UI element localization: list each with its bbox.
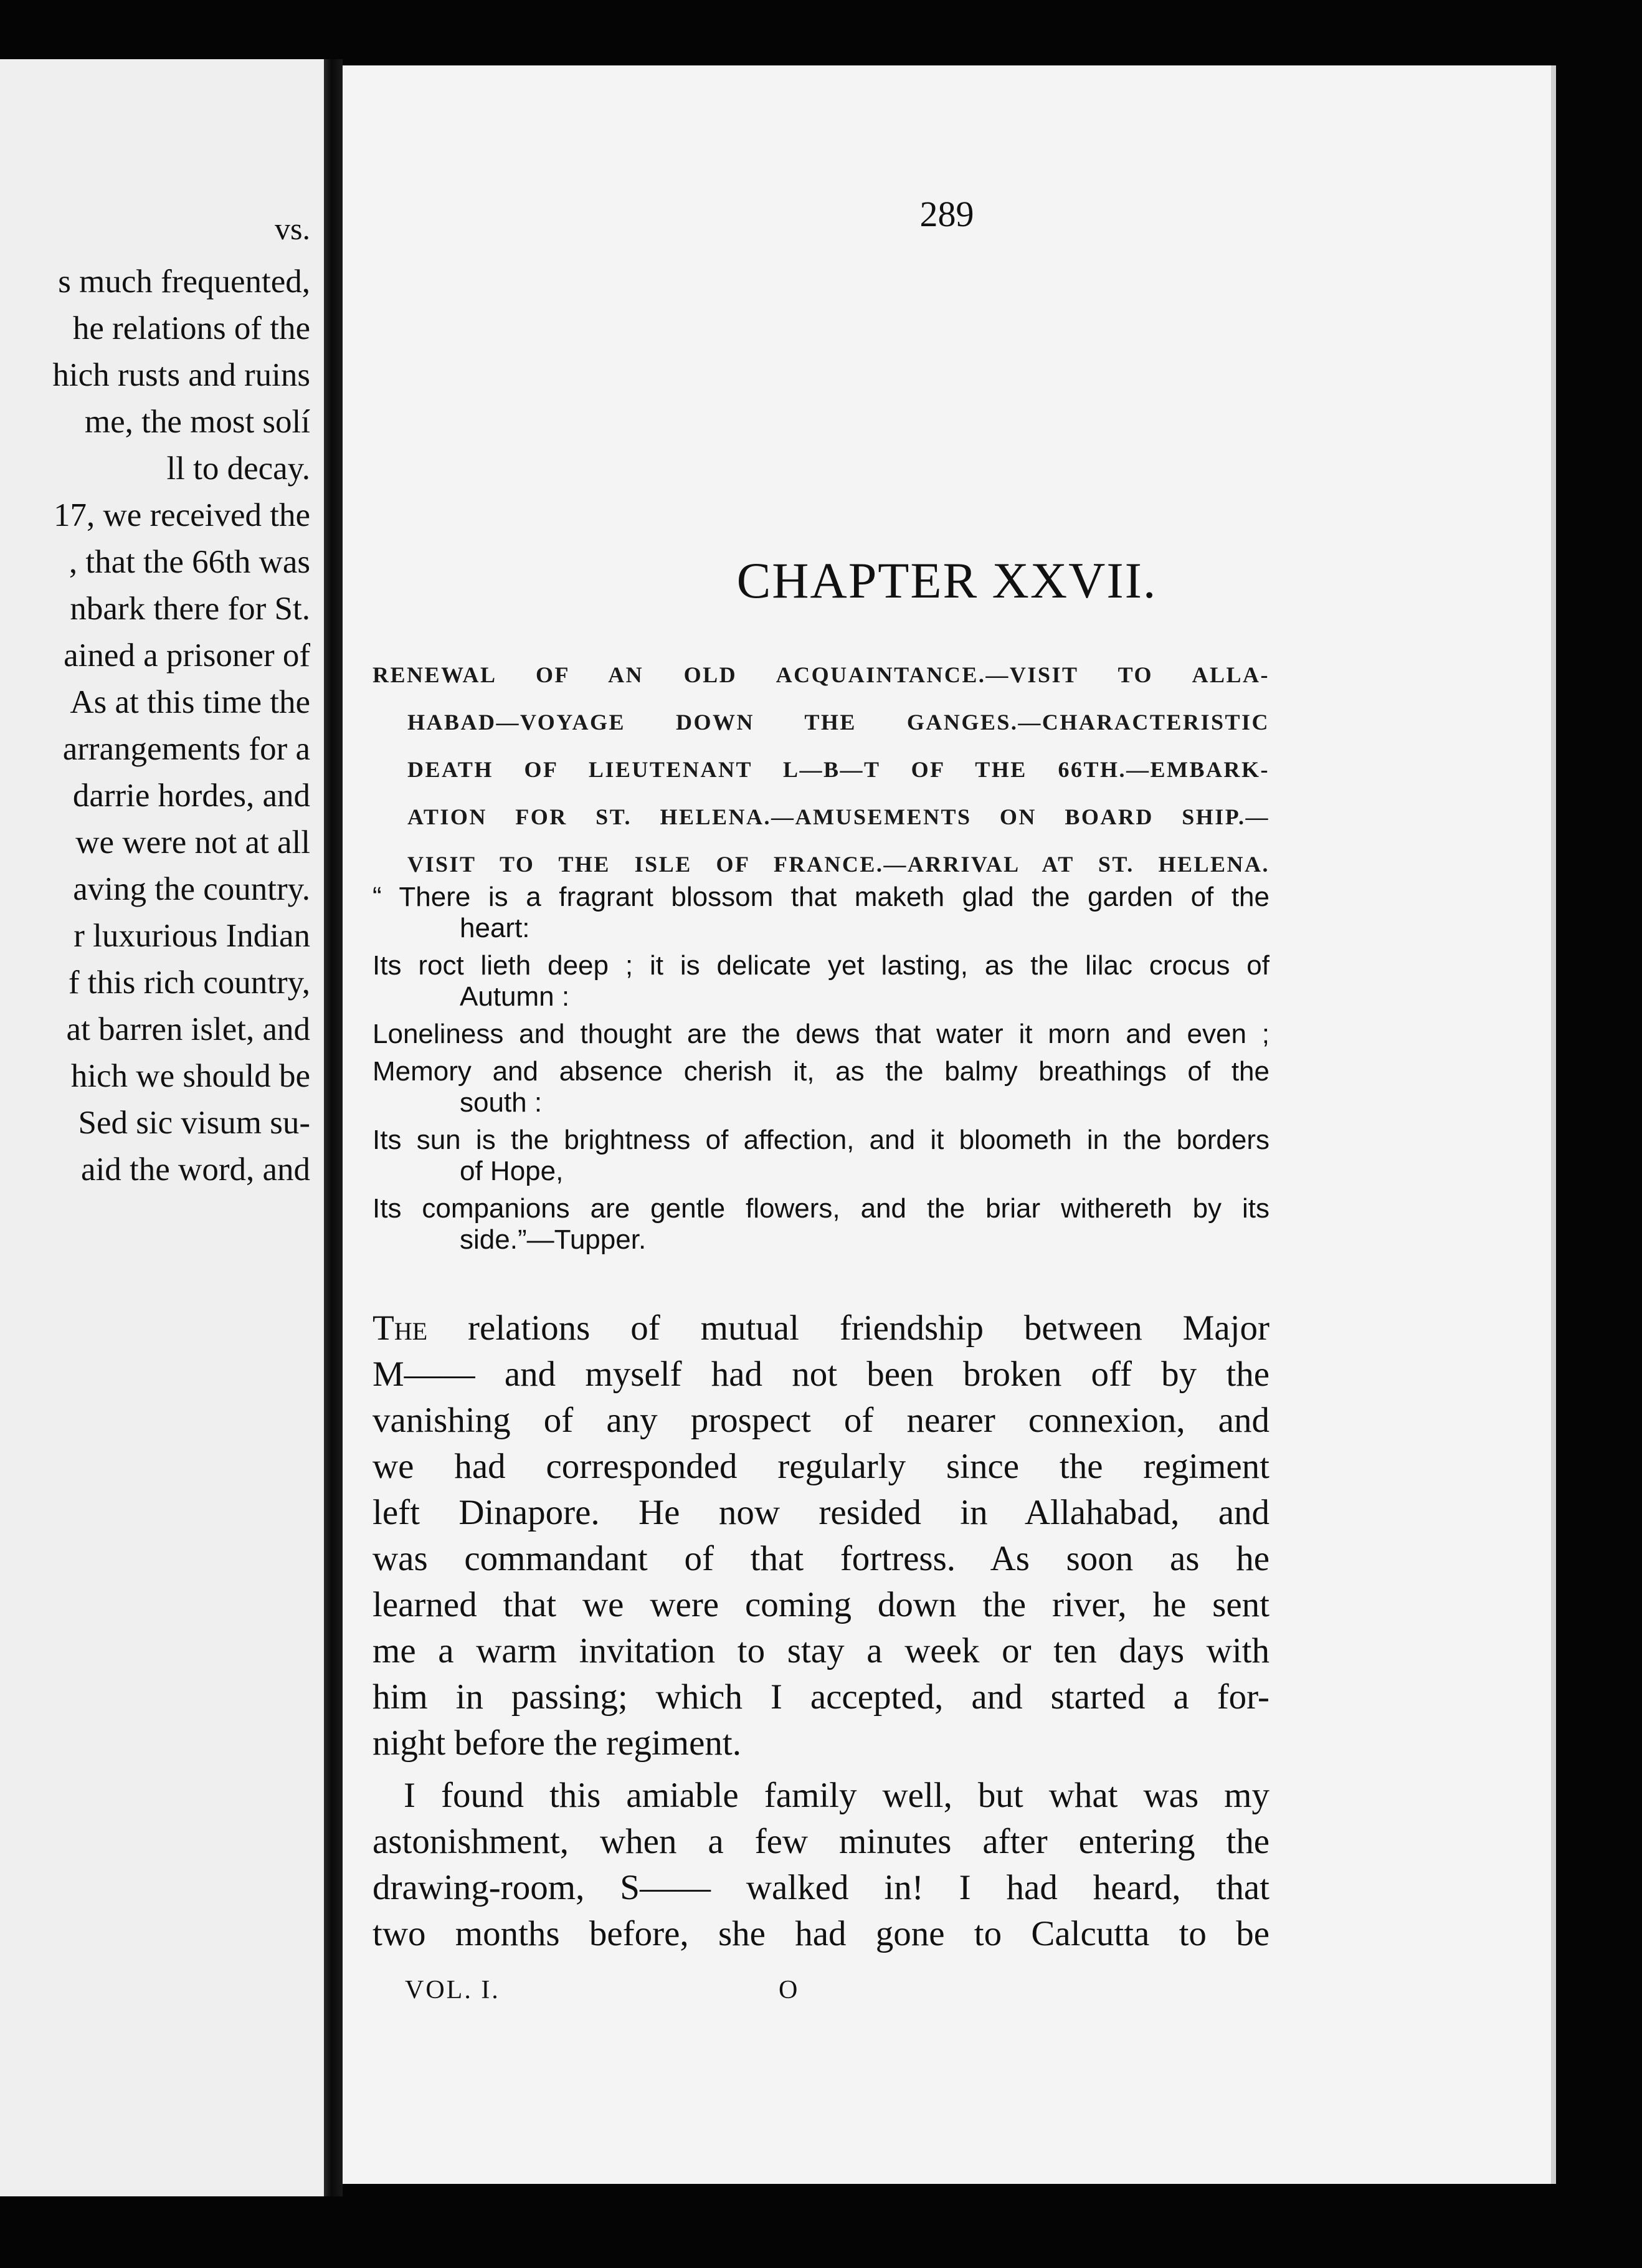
left-page-line: , that the 66th was xyxy=(69,544,310,580)
opening-word: The xyxy=(373,1308,428,1348)
epigraph-verse xyxy=(373,950,1269,1012)
body-line: we had corresponded regularly since the regiment xyxy=(373,1447,1269,1486)
body-line: night before the regiment. xyxy=(373,1723,741,1763)
epigraph-verse xyxy=(373,1056,1269,1118)
body-line-text: relations of mutual friendship between Major xyxy=(427,1308,1269,1348)
left-page-line: darrie hordes, and xyxy=(72,778,310,814)
synopsis-line: RENEWAL OF AN OLD ACQUAINTANCE.—VISIT TO ALLA- xyxy=(373,662,1269,687)
left-page-line: f this rich country, xyxy=(68,965,310,1001)
body-line: was commandant of that fortress. As soon as he xyxy=(373,1539,1269,1578)
epigraph-continuation: Autumn : xyxy=(460,981,570,1012)
epigraph-continuation: heart: xyxy=(460,913,530,943)
body-line: drawing-room, S—— walked in! I had heard, that xyxy=(373,1868,1269,1907)
left-page-line: we were not at all xyxy=(75,824,310,860)
paragraph xyxy=(373,1305,1269,1766)
body-line: left Dinapore. He now resided in Allahabad, and xyxy=(373,1493,1269,1532)
body-line: M—— and myself had not been broken off by the xyxy=(373,1355,1269,1394)
left-page-line: hich rusts and ruins xyxy=(52,357,310,393)
epigraph-continuation: side.”—Tupper. xyxy=(460,1224,647,1255)
body-line: him in passing; which I accepted, and started a for- xyxy=(373,1677,1269,1717)
body-line: I found this amiable family well, but what was my xyxy=(404,1776,1269,1815)
left-page-line: aid the word, and xyxy=(81,1151,310,1188)
left-page-line: he relations of the xyxy=(72,310,310,346)
body-line: two months before, she had gone to Calcutta to be xyxy=(373,1914,1269,1953)
epigraph-verse xyxy=(373,1193,1269,1256)
page-edge xyxy=(1551,65,1556,2184)
left-page-line: r luxurious Indian xyxy=(74,918,310,954)
epigraph-line: Memory and absence cherish it, as the balmy breathings of the xyxy=(373,1056,1269,1087)
book-gutter xyxy=(324,59,343,2196)
left-facing-page xyxy=(0,59,324,2196)
left-page-line: hich we should be xyxy=(70,1058,310,1094)
synopsis-line: HABAD—VOYAGE DOWN THE GANGES.—CHARACTERISTIC xyxy=(407,710,1269,735)
left-page-line: ained a prisoner of xyxy=(64,637,310,674)
gathering-mark: O xyxy=(779,1976,800,2004)
left-page-line: at barren islet, and xyxy=(66,1011,310,1047)
epigraph-line: Its sun is the brightness of affection, and it bloometh in the borders xyxy=(373,1125,1269,1155)
epigraph-verse xyxy=(373,1019,1269,1050)
epigraph-line: “ There is a fragrant blossom that maketh glad the garden of the xyxy=(373,882,1269,912)
synopsis-line: ATION FOR ST. HELENA.—AMUSEMENTS ON BOARD SHIP.— xyxy=(407,804,1269,829)
left-page-line: nbark there for St. xyxy=(70,591,310,627)
left-page-line: As at this time the xyxy=(70,684,310,720)
chapter-title: CHAPTER XXVII. xyxy=(736,552,1157,609)
left-page-line: ll to decay. xyxy=(166,450,310,487)
body-line: vanishing of any prospect of nearer connexion, and xyxy=(373,1401,1269,1440)
page-number: 289 xyxy=(919,194,974,234)
epigraph-verse xyxy=(373,882,1269,944)
body-line xyxy=(373,1305,1269,1351)
paragraph xyxy=(373,1773,1269,1957)
left-page-line: arrangements for a xyxy=(62,731,310,767)
synopsis-line: DEATH OF LIEUTENANT L—B—T OF THE 66TH.—EMBARK- xyxy=(407,757,1269,782)
body-line: me a warm invitation to stay a week or ten days with xyxy=(373,1631,1269,1670)
epigraph-line: Its companions are gentle flowers, and the briar withereth by its xyxy=(373,1193,1269,1224)
epigraph-continuation: of Hope, xyxy=(460,1156,564,1186)
left-page-lines xyxy=(0,259,310,1193)
epigraph-verse xyxy=(373,1125,1269,1187)
left-page-line: 17, we received the xyxy=(53,497,310,533)
left-running-head: vs. xyxy=(275,211,310,246)
chapter-synopsis xyxy=(373,651,1269,888)
right-page xyxy=(343,65,1551,2184)
left-page-line: s much frequented, xyxy=(58,264,310,300)
epigraph-line: Its roct lieth deep ; it is delicate yet lasting, as the lilac crocus of xyxy=(373,950,1269,981)
body-text xyxy=(373,1305,1269,1963)
epigraph-line: Loneliness and thought are the dews that water it morn and even ; xyxy=(373,1019,1269,1049)
left-page-line: aving the country. xyxy=(73,871,310,907)
epigraph-continuation: south : xyxy=(460,1087,543,1118)
body-line: learned that we were coming down the river, he sent xyxy=(373,1585,1269,1624)
signature-mark: VOL. I. xyxy=(405,1976,500,2004)
left-page-line: me, the most solí xyxy=(84,404,310,440)
synopsis-line: VISIT TO THE ISLE OF FRANCE.—ARRIVAL AT ST. HELENA. xyxy=(407,852,1269,877)
epigraph xyxy=(373,882,1269,1262)
left-page-line: Sed sic visum su- xyxy=(78,1105,310,1141)
body-line: astonishment, when a few minutes after entering the xyxy=(373,1822,1269,1861)
